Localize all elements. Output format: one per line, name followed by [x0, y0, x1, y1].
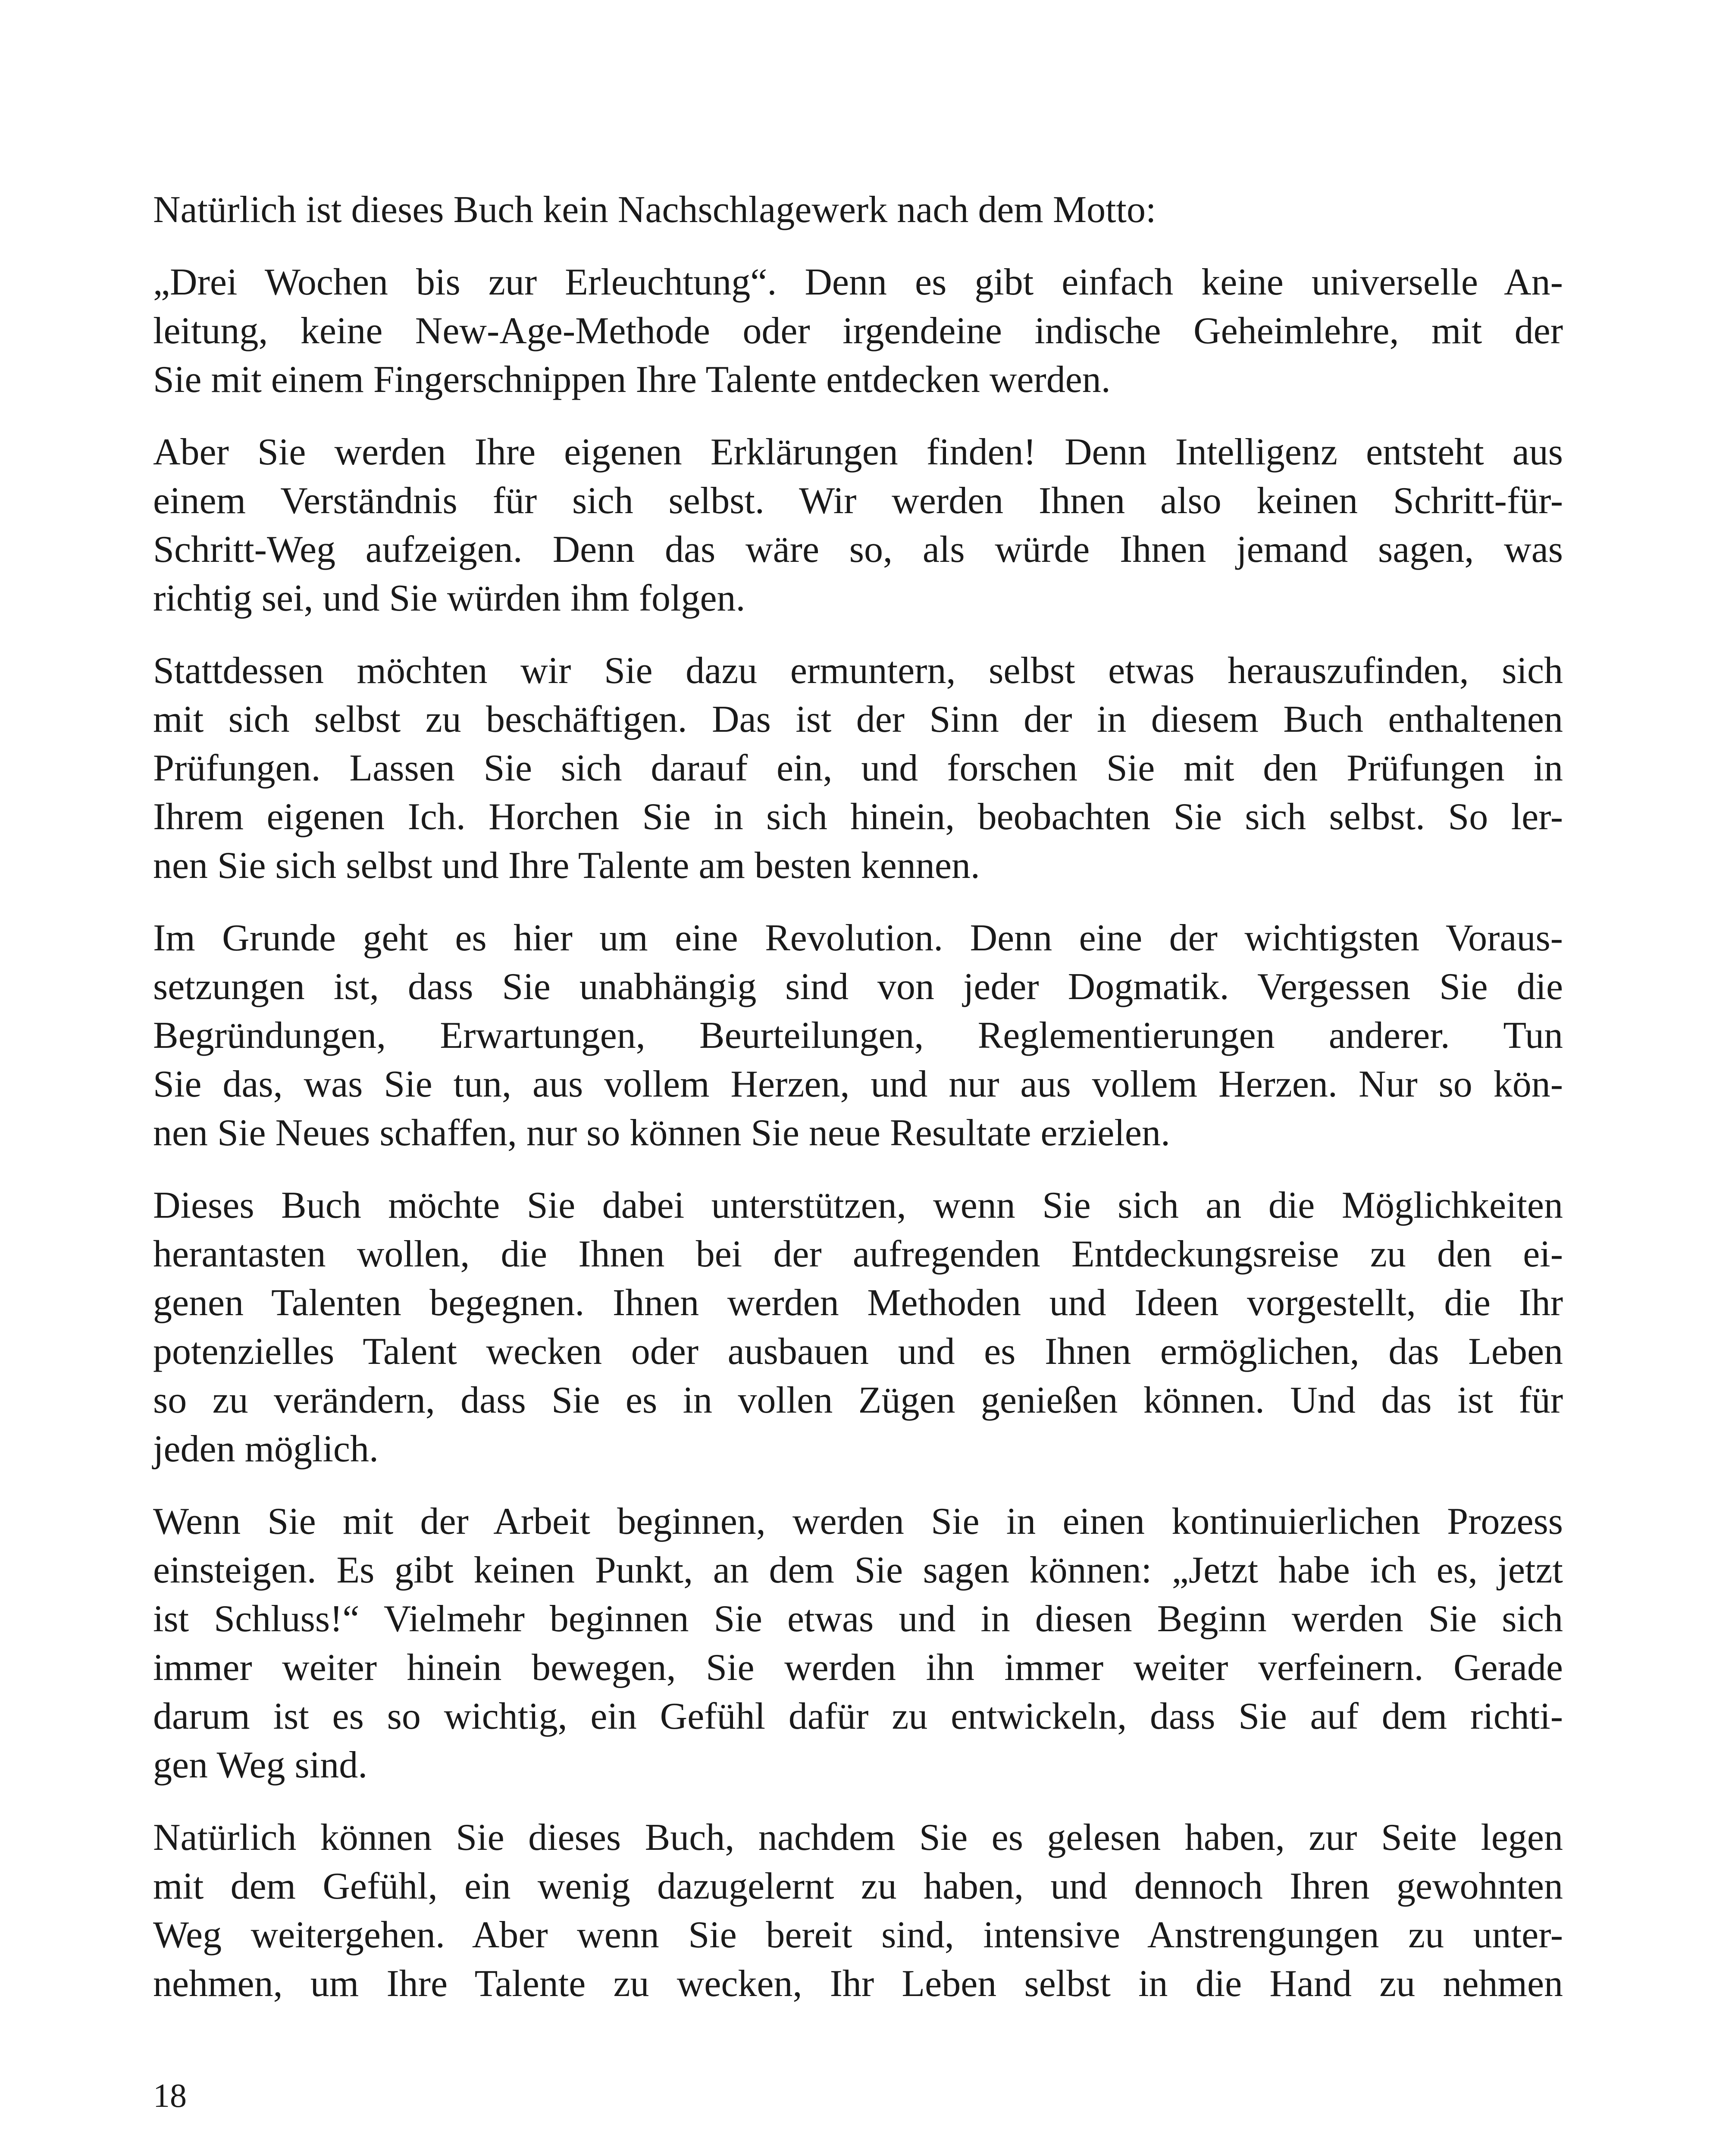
- text-line: mit dem Gefühl, ein wenig dazugelernt zu haben, und dennoch Ihren gewohnten: [153, 1865, 1563, 1907]
- text-line: Stattdessen möchten wir Sie dazu ermuntern, selbst etwas herauszufinden, sich: [153, 650, 1563, 692]
- text-line: „Drei Wochen bis zur Erleuchtung“. Denn es gibt einfach keine universelle An-: [153, 261, 1563, 303]
- text-line: darum ist es so wichtig, ein Gefühl dafür zu entwickeln, dass Sie auf dem richti-: [153, 1695, 1563, 1737]
- text-line: Aber Sie werden Ihre eigenen Erklärungen finden! Denn Intelligenz entsteht aus: [153, 431, 1563, 473]
- paragraph: [153, 914, 1563, 1157]
- text-line: Im Grunde geht es hier um eine Revolution. Denn eine der wichtigsten Voraus-: [153, 917, 1563, 959]
- paragraph: [153, 646, 1563, 890]
- text-line: Wenn Sie mit der Arbeit beginnen, werden Sie in einen kontinuierlichen Prozess: [153, 1501, 1563, 1542]
- text-line: richtig sei, und Sie würden ihm folgen.: [153, 577, 745, 619]
- text-line: leitung, keine New-Age-Methode oder irgendeine indische Geheimlehre, mit der: [153, 310, 1563, 352]
- text-line: nen Sie Neues schaffen, nur so können Sie neue Resultate erzielen.: [153, 1112, 1170, 1154]
- text-line: Weg weitergehen. Aber wenn Sie bereit sind, intensive Anstrengungen zu unter-: [153, 1914, 1563, 1956]
- text-line: jeden möglich.: [153, 1428, 379, 1470]
- text-line: Prüfungen. Lassen Sie sich darauf ein, und forschen Sie mit den Prüfungen in: [153, 747, 1563, 789]
- body-text: [153, 185, 1563, 2032]
- paragraph: [153, 428, 1563, 623]
- text-line: Begründungen, Erwartungen, Beurteilungen, Reglementierungen anderer. Tun: [153, 1015, 1563, 1056]
- text-line: immer weiter hinein bewegen, Sie werden ihn immer weiter verfeinern. Gerade: [153, 1647, 1563, 1689]
- text-line: mit sich selbst zu beschäftigen. Das ist der Sinn der in diesem Buch enthaltenen: [153, 699, 1563, 740]
- text-line: so zu verändern, dass Sie es in vollen Zügen genießen können. Und das ist für: [153, 1379, 1563, 1421]
- text-line: ist Schluss!“ Vielmehr beginnen Sie etwas und in diesen Beginn werden Sie sich: [153, 1598, 1563, 1640]
- paragraph: [153, 1497, 1563, 1789]
- text-line: Schritt-Weg aufzeigen. Denn das wäre so, als würde Ihnen jemand sagen, was: [153, 529, 1563, 570]
- text-line: Natürlich ist dieses Buch kein Nachschlagewerk nach dem Motto:: [153, 189, 1156, 231]
- text-line: einem Verständnis für sich selbst. Wir werden Ihnen also keinen Schritt-für-: [153, 480, 1563, 522]
- paragraph: [153, 185, 1563, 234]
- text-line: potenzielles Talent wecken oder ausbauen und es Ihnen ermöglichen, das Leben: [153, 1331, 1563, 1373]
- text-line: herantasten wollen, die Ihnen bei der aufregenden Entdeckungsreise zu den ei-: [153, 1233, 1563, 1275]
- text-line: Ihrem eigenen Ich. Horchen Sie in sich hinein, beobachten Sie sich selbst. So ler-: [153, 796, 1563, 838]
- paragraph: [153, 1813, 1563, 2008]
- paragraph: [153, 1181, 1563, 1473]
- text-line: setzungen ist, dass Sie unabhängig sind von jeder Dogmatik. Vergessen Sie die: [153, 966, 1563, 1008]
- text-line: Sie das, was Sie tun, aus vollem Herzen, und nur aus vollem Herzen. Nur so kön-: [153, 1063, 1563, 1105]
- text-line: Natürlich können Sie dieses Buch, nachdem Sie es gelesen haben, zur Seite legen: [153, 1817, 1563, 1858]
- text-line: einsteigen. Es gibt keinen Punkt, an dem Sie sagen können: „Jetzt habe ich es, jetzt: [153, 1549, 1563, 1591]
- paragraph: [153, 258, 1563, 404]
- text-line: Dieses Buch möchte Sie dabei unterstützen, wenn Sie sich an die Möglichkeiten: [153, 1185, 1563, 1226]
- page-number: 18: [153, 2077, 187, 2114]
- text-line: nen Sie sich selbst und Ihre Talente am besten kennen.: [153, 845, 980, 887]
- text-line: Sie mit einem Fingerschnippen Ihre Talente entdecken werden.: [153, 359, 1111, 401]
- text-line: genen Talenten begegnen. Ihnen werden Methoden und Ideen vorgestellt, die Ihr: [153, 1282, 1563, 1324]
- text-line: gen Weg sind.: [153, 1744, 368, 1786]
- text-line: nehmen, um Ihre Talente zu wecken, Ihr Leben selbst in die Hand zu nehmen: [153, 1963, 1563, 2005]
